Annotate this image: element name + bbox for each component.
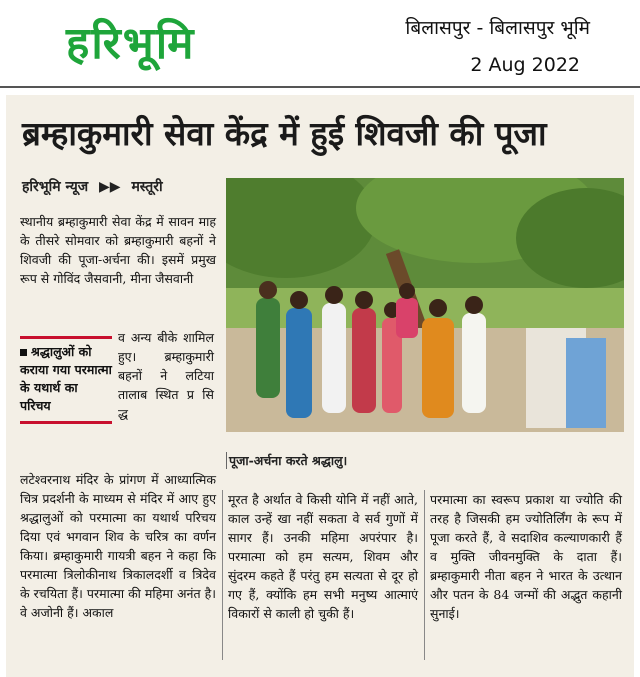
- pull-quote: [20, 336, 112, 424]
- byline-place: मस्तूरी: [131, 179, 163, 195]
- column-divider: [222, 490, 223, 660]
- edition-date: 2 Aug 2022: [470, 54, 580, 76]
- edition-label: बिलासपुर - बिलासपुर भूमि: [405, 17, 590, 39]
- byline-source: हरिभूमि न्यूज: [22, 179, 89, 195]
- article-headline: ब्रम्हाकुमारी सेवा केंद्र में हुई शिवजी की पूजा: [22, 114, 547, 153]
- article-intro-paragraph: स्थानीय ब्रम्हाकुमारी सेवा केंद्र में सावन माह के तीसरे सोमवार को ब्रम्हाकुमारी बहनों ने शिवजी की पूजा-अर्चना की। इसमें प्रमुख रूप से गोविंद जैसवानी, मीना जैसवानी: [20, 214, 216, 286]
- article-byline: [22, 177, 163, 196]
- newspaper-logo: हरिभूमि: [66, 18, 196, 69]
- masthead: [0, 0, 640, 86]
- worship-scene-image: [226, 178, 624, 432]
- article-column-1: लटेश्वरनाथ मंदिर के प्रांगण में आध्यात्मिक चित्र प्रदर्शनी के माध्यम से मंदिर में आए हुए श्रद्धालुओं को परमात्मा का यथार्थ परिचय दिया एवं भगवान शिव के चरित्र का वर्णन किया। ब्रम्हाकुमारी गायत्री बहन ने कहा कि परमात्मा त्रिलोकीनाथ त्रिकालदर्शी व त्रिदेव के रचयिता हैं। परमात्मा की महिमा अनंत है। वे अजोनी हैं। अकाल: [20, 472, 216, 620]
- article-column-3: परमात्मा का स्वरूप प्रकाश या ज्योति की तरह है जिसकी हम ज्योतिर्लिंग के रूप में पूजा करते हैं, वे सदाशिव कल्याणकारी हैं व मुक्ति जीवनमुक्ति के दाता हैं। ब्रम्हाकुमारी नीता बहन ने भारत के उत्थान और पतन के 84 जन्मों की अद्भुत कहानी सुनाई।: [430, 492, 622, 621]
- article-photo: [226, 178, 624, 432]
- article-side-paragraph: व अन्य बीके शामिल हुए। ब्रम्हाकुमारी बहनों ने लटिया तालाब स्थित प्र सि द्ध: [118, 330, 214, 421]
- bullet-square-icon: [20, 349, 27, 356]
- column-divider: [424, 490, 425, 660]
- pull-quote-text: श्रद्धालुओं को कराया गया परमात्मा के यथार्थ का परिचय: [20, 344, 112, 413]
- photo-caption: पूजा-अर्चना करते श्रद्धालु।: [226, 452, 347, 469]
- article-column-2: मूरत है अर्थात वे किसी योनि में नहीं आते, काल उन्हें खा नहीं सकता वे सर्व गुणों में सागर हैं। उनकी महिमा अपरंपार है। परमात्मा को हम सत्यम, शिवम और सुंदरम कहते हैं परंतु हम सत्यता से दूर हो गए हैं, क्योंकि हम सभी मनुष्य आत्माएं विकारों से काली हो चुकी हैं।: [228, 492, 418, 621]
- masthead-divider: [0, 86, 640, 88]
- byline-arrow-icon: ▶▶: [99, 179, 121, 195]
